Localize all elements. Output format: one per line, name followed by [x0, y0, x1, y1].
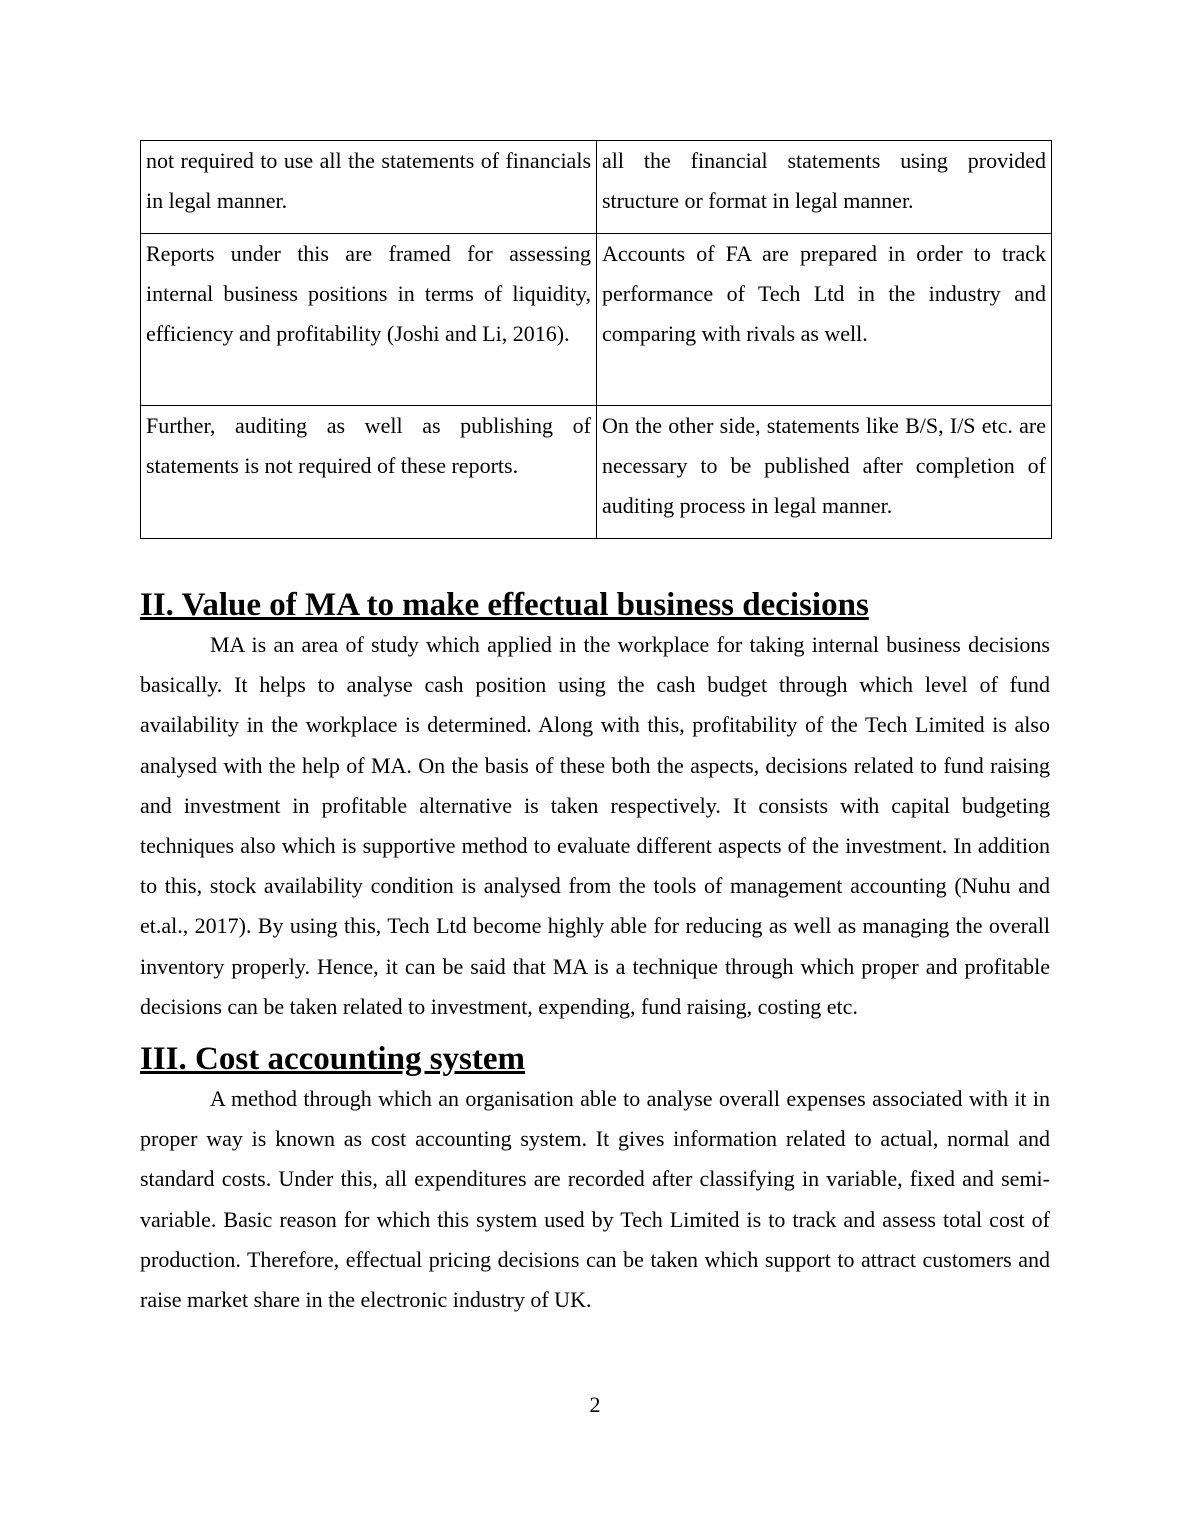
table-cell-right: On the other side, statements like B/S, I/S etc. are necessary to be published after completion of auditing process in legal manner.: [597, 406, 1052, 539]
document-page: [140, 140, 1050, 1320]
section-paragraph-ma-value: MA is an area of study which applied in the workplace for taking internal business decisions basically. It helps to analyse cash position using the cash budget through which level of fund availability in the workplace is determined. Along with this, profitability of the Tech Limited is also analysed with the help of MA. On the basis of these both the aspects, decisions related to fund raising and investment in profitable alternative is taken respectively. It consists with capital budgeting techniques also which is supportive method to evaluate different aspects of the investment. In addition to this, stock availability condition is analysed from the tools of management accounting (Nuhu and et.al., 2017). By using this, Tech Ltd become highly able for reducing as well as managing the overall inventory properly. Hence, it can be said that MA is a technique through which proper and profitable decisions can be taken related to investment, expending, fund raising, costing etc.: [140, 632, 1050, 1019]
section-heading-ma-value: II. Value of MA to make effectual business decisions: [140, 587, 869, 623]
table-row: [141, 234, 1052, 406]
table-cell-left: Further, auditing as well as publishing of statements is not required of these reports.: [141, 406, 597, 539]
comparison-table: [140, 140, 1052, 539]
section-paragraph-cost-accounting: A method through which an organisation able to analyse overall expenses associated with it in proper way is known as cost accounting system. It gives information related to actual, normal and standard costs. Under this, all expenditures are recorded after classifying in variable, fixed and semi-variable. Basic reason for which this system used by Tech Limited is to track and assess total cost of production. Therefore, effectual pricing decisions can be taken which support to attract customers and raise market share in the electronic industry of UK.: [140, 1086, 1050, 1313]
page-number: 2: [589, 1392, 601, 1417]
table-cell-right: all the financial statements using provided structure or format in legal manner.: [597, 141, 1052, 234]
table-cell-left: not required to use all the statements of financials in legal manner.: [141, 141, 597, 234]
table-cell-right: Accounts of FA are prepared in order to track performance of Tech Ltd in the industry and comparing with rivals as well.: [597, 234, 1052, 406]
section-heading-cost-accounting: III. Cost accounting system: [140, 1041, 526, 1078]
table-cell-left: Reports under this are framed for assessing internal business positions in terms of liquidity, efficiency and profitability (Joshi and Li, 2016).: [141, 234, 597, 406]
table-row: [141, 406, 1052, 539]
table-row: [141, 141, 1052, 234]
